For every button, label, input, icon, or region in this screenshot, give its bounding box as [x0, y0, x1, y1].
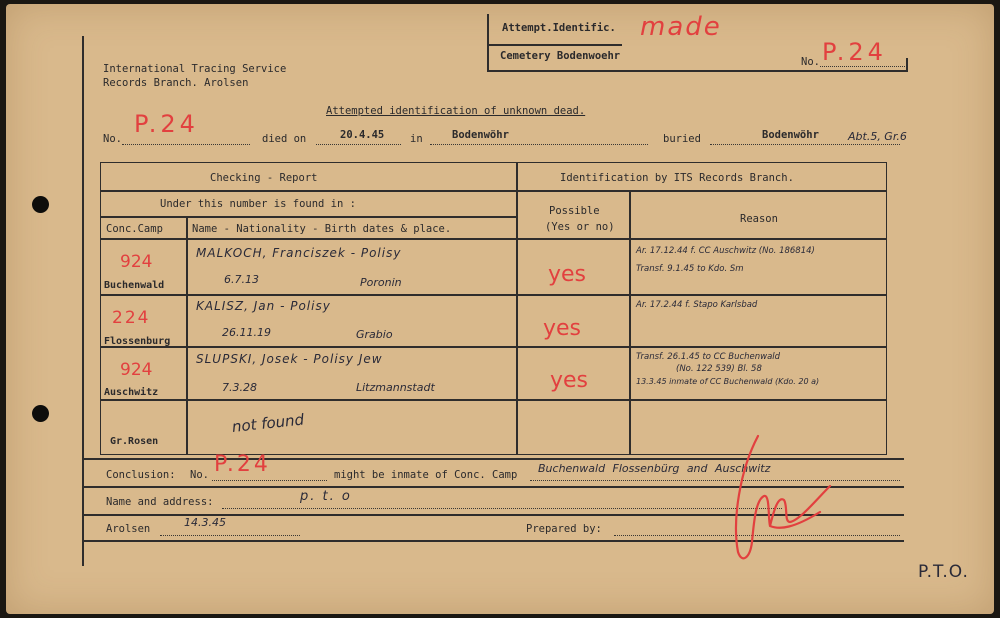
conclusion-label: Conclusion: — [106, 469, 176, 481]
row2-birth: 26.11.19 — [222, 326, 271, 339]
in-value: Bodenwöhr — [452, 129, 509, 141]
col-possible-header-1: Possible — [549, 205, 600, 217]
table-header-line3 — [100, 238, 887, 240]
stamp-underline — [487, 44, 622, 46]
row3-reason-3: 13.3.45 inmate of CC Buchenwald (Kdo. 20 a) — [636, 377, 820, 386]
checking-header: Checking - Report — [210, 172, 318, 184]
row1-camp: Buchenwald — [104, 280, 165, 291]
row2-number: 224 — [112, 308, 151, 328]
col-reason-header: Reason — [740, 213, 778, 225]
stamp-border — [487, 14, 489, 70]
name-address-value: p. t. o — [300, 489, 352, 504]
footer-place: Arolsen — [106, 523, 151, 535]
header-no-label: No. — [801, 56, 820, 68]
in-dots — [430, 144, 648, 145]
header-no-value: P.24 — [822, 38, 887, 66]
org-line1: International Tracing Service — [103, 63, 287, 75]
row3-place: Litzmannstadt — [356, 381, 435, 394]
table-row-line2 — [100, 346, 887, 348]
prepared-by-label: Prepared by: — [526, 523, 602, 535]
document-title: Attempted identification of unknown dead. — [326, 105, 586, 117]
row1-reason-2: Transf. 9.1.45 to Kdo. Sm — [636, 264, 744, 274]
row3-number: 924 — [120, 360, 153, 380]
in-label: in — [410, 133, 423, 145]
row3-name: SLUPSKI, Josek - Polisy Jew — [196, 352, 383, 366]
record-no-dots — [122, 144, 250, 145]
conclusion-no-label: No. — [190, 469, 209, 481]
row1-possible: yes — [548, 262, 587, 287]
table-header-line2 — [100, 216, 517, 218]
col-camp-header: Conc.Camp — [106, 223, 163, 235]
pto-note: P.T.O. — [918, 562, 969, 582]
table-row-line3 — [100, 399, 887, 401]
stamp-made-note: made — [640, 12, 722, 42]
died-dots — [316, 144, 401, 145]
name-address-label: Name and address: — [106, 496, 214, 508]
row2-place: Grabio — [356, 328, 393, 341]
col-name-header: Name - Nationality - Birth dates & place. — [192, 223, 452, 235]
header-right-tick — [906, 58, 908, 72]
found-in-label: Under this number is found in : — [160, 198, 356, 210]
record-no-label: No. — [103, 133, 122, 145]
org-line2: Records Branch. Arolsen — [103, 77, 249, 89]
conclusion-camps: Buchenwald Flossenbürg and Auschwitz — [538, 462, 771, 475]
header-no-underline — [487, 70, 907, 72]
ident-header: Identification by ITS Records Branch. — [560, 172, 794, 184]
buried-value: Bodenwöhr — [762, 129, 819, 141]
row2-possible: yes — [543, 316, 582, 341]
stamp-line2: Cemetery Bodenwoehr — [500, 50, 621, 62]
row4-name: not found — [231, 410, 305, 436]
row3-reason-1: Transf. 26.1.45 to CC Buchenwald — [636, 352, 781, 362]
row1-number: 924 — [120, 252, 153, 272]
died-label: died on — [262, 133, 307, 145]
conclusion-text: might be inmate of Conc. Camp — [334, 469, 518, 481]
row1-birth: 6.7.13 — [224, 273, 259, 286]
row1-reason-1: Ar. 17.12.44 f. CC Auschwitz (No. 186814) — [636, 246, 815, 256]
col-possible-header-2: (Yes or no) — [545, 221, 615, 233]
row3-birth: 7.3.28 — [222, 381, 257, 394]
punch-hole-bottom — [32, 405, 49, 422]
row2-reason-1: Ar. 17.2.44 f. Stapo Karlsbad — [636, 300, 758, 310]
table-row-line1 — [100, 294, 887, 296]
conclusion-no-value: P.24 — [214, 452, 271, 477]
row4-camp: Gr.Rosen — [110, 436, 159, 447]
conclusion-camps-dots — [530, 480, 900, 481]
record-no-value: P.24 — [134, 110, 199, 138]
table-divider-camp — [186, 216, 188, 454]
row3-camp: Auschwitz — [104, 387, 159, 398]
row3-possible: yes — [550, 368, 589, 393]
row1-place: Poronin — [360, 276, 402, 289]
buried-note: Abt.5, Gr.6 — [848, 130, 907, 143]
header-no-dots — [820, 66, 905, 67]
conclusion-no-dots — [212, 480, 327, 481]
footer-date-dots — [160, 535, 300, 536]
table-ident-line — [516, 190, 887, 192]
table-header-line1 — [100, 190, 517, 192]
row3-reason-2: (No. 122 539) Bl. 58 — [676, 364, 762, 374]
row1-name: MALKOCH, Franciszek - Polisy — [196, 246, 402, 260]
row2-camp: Flossenburg — [104, 336, 171, 347]
buried-dots — [710, 144, 900, 145]
buried-label: buried — [663, 133, 701, 145]
row2-name: KALISZ, Jan - Polisy — [196, 299, 331, 313]
table-divider-reason — [629, 190, 631, 454]
table-divider-main — [516, 162, 518, 454]
stamp-line1: Attempt.Identific. — [502, 22, 616, 34]
punch-hole-top — [32, 196, 49, 213]
name-address-dots — [222, 508, 782, 509]
died-value: 20.4.45 — [340, 129, 385, 141]
footer-date: 14.3.45 — [184, 516, 226, 529]
red-signature-mark — [720, 430, 840, 565]
